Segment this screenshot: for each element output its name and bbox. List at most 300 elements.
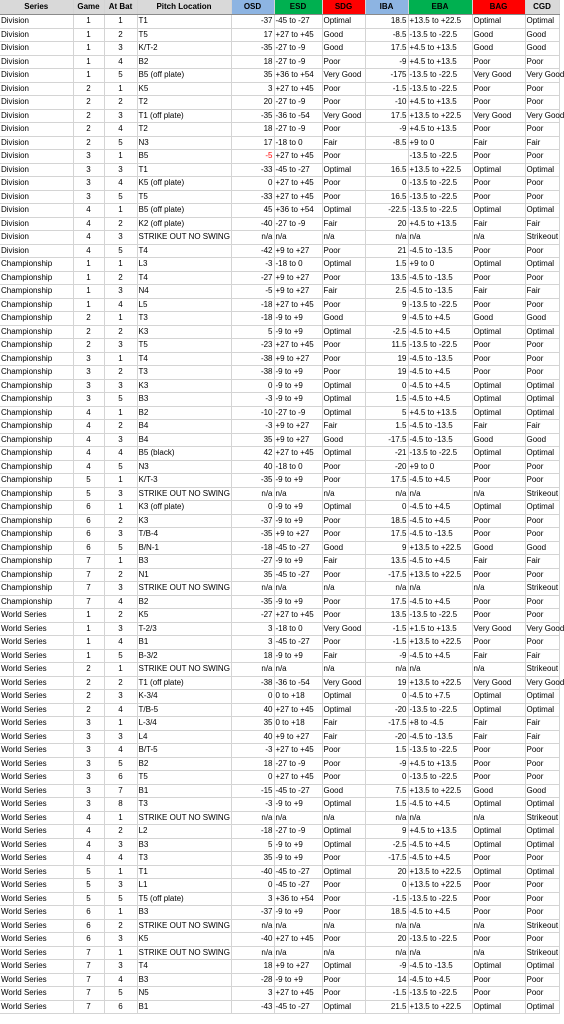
cgd-cell[interactable]: Optimal (525, 393, 559, 407)
pitch-location-cell[interactable]: N3 (137, 136, 231, 150)
bag-cell[interactable]: Poor (472, 150, 525, 164)
osd-cell[interactable]: -28 (231, 973, 274, 987)
at-bat-cell[interactable]: 5 (104, 541, 137, 555)
esd-cell[interactable]: +27 to +45 (274, 609, 322, 623)
iba-cell[interactable]: n/a (365, 582, 408, 596)
series-cell[interactable]: World Series (0, 865, 73, 879)
sdg-cell[interactable]: Optimal (322, 406, 365, 420)
eba-cell[interactable]: +4.5 to +13.5 (408, 96, 472, 110)
osd-cell[interactable]: 3 (231, 636, 274, 650)
at-bat-cell[interactable]: 1 (104, 312, 137, 326)
iba-cell[interactable]: 9 (365, 312, 408, 326)
iba-cell[interactable]: n/a (365, 919, 408, 933)
iba-cell[interactable]: -17.5 (365, 717, 408, 731)
sdg-cell[interactable]: Poor (322, 177, 365, 191)
game-cell[interactable]: 3 (73, 393, 104, 407)
series-cell[interactable]: Championship (0, 582, 73, 596)
bag-cell[interactable]: Poor (472, 892, 525, 906)
osd-cell[interactable]: -43 (231, 1000, 274, 1014)
esd-cell[interactable]: -9 to +9 (274, 474, 322, 488)
game-cell[interactable]: 1 (73, 28, 104, 42)
at-bat-cell[interactable]: 5 (104, 190, 137, 204)
esd-cell[interactable]: -27 to -9 (274, 217, 322, 231)
iba-cell[interactable]: -1.5 (365, 82, 408, 96)
iba-cell[interactable]: 9 (365, 825, 408, 839)
osd-cell[interactable]: -27 (231, 609, 274, 623)
eba-cell[interactable]: -4.5 to +4.5 (408, 366, 472, 380)
cgd-cell[interactable]: Poor (525, 568, 559, 582)
at-bat-cell[interactable]: 1 (104, 717, 137, 731)
pitch-location-cell[interactable]: STRIKE OUT NO SWING (137, 582, 231, 596)
bag-cell[interactable]: Optimal (472, 258, 525, 272)
series-cell[interactable]: World Series (0, 703, 73, 717)
bag-cell[interactable]: Optimal (472, 690, 525, 704)
series-cell[interactable]: Championship (0, 366, 73, 380)
sdg-cell[interactable]: Poor (322, 852, 365, 866)
pitch-location-cell[interactable]: STRIKE OUT NO SWING (137, 487, 231, 501)
iba-cell[interactable]: 17.5 (365, 42, 408, 56)
game-cell[interactable]: 2 (73, 339, 104, 353)
at-bat-cell[interactable]: 3 (104, 838, 137, 852)
iba-cell[interactable]: 13.5 (365, 609, 408, 623)
sdg-cell[interactable]: Fair (322, 555, 365, 569)
esd-cell[interactable]: +9 to +27 (274, 285, 322, 299)
cgd-cell[interactable]: Poor (525, 474, 559, 488)
sdg-cell[interactable]: n/a (322, 487, 365, 501)
osd-cell[interactable]: -18 (231, 312, 274, 326)
pitch-location-cell[interactable]: K3 (137, 514, 231, 528)
at-bat-cell[interactable]: 6 (104, 771, 137, 785)
osd-cell[interactable]: 0 (231, 771, 274, 785)
esd-cell[interactable]: +36 to +54 (274, 204, 322, 218)
osd-cell[interactable]: 20 (231, 96, 274, 110)
osd-cell[interactable]: 40 (231, 703, 274, 717)
osd-cell[interactable]: -3 (231, 744, 274, 758)
at-bat-cell[interactable]: 1 (104, 406, 137, 420)
cgd-cell[interactable]: Poor (525, 150, 559, 164)
pitch-location-cell[interactable]: B2 (137, 406, 231, 420)
bag-cell[interactable]: Poor (472, 987, 525, 1001)
cgd-cell[interactable]: Poor (525, 82, 559, 96)
game-cell[interactable]: 6 (73, 906, 104, 920)
series-cell[interactable]: Championship (0, 393, 73, 407)
bag-cell[interactable]: Good (472, 433, 525, 447)
game-cell[interactable]: 4 (73, 406, 104, 420)
osd-cell[interactable]: -5 (231, 150, 274, 164)
sdg-cell[interactable]: Poor (322, 339, 365, 353)
at-bat-cell[interactable]: 2 (104, 325, 137, 339)
pitch-location-cell[interactable]: B5 (black) (137, 447, 231, 461)
at-bat-cell[interactable]: 4 (104, 852, 137, 866)
eba-cell[interactable]: +13.5 to +22.5 (408, 1000, 472, 1014)
eba-cell[interactable]: +9 to 0 (408, 460, 472, 474)
sdg-cell[interactable]: Optimal (322, 163, 365, 177)
pitch-location-cell[interactable]: K3 (off plate) (137, 501, 231, 515)
at-bat-cell[interactable]: 3 (104, 379, 137, 393)
game-cell[interactable]: 2 (73, 123, 104, 137)
game-cell[interactable]: 3 (73, 177, 104, 191)
series-cell[interactable]: World Series (0, 838, 73, 852)
game-cell[interactable]: 7 (73, 555, 104, 569)
at-bat-cell[interactable]: 4 (104, 298, 137, 312)
eba-cell[interactable]: +9 to 0 (408, 136, 472, 150)
osd-cell[interactable]: 0 (231, 879, 274, 893)
iba-cell[interactable]: 19 (365, 676, 408, 690)
cgd-cell[interactable]: Strikeout (525, 231, 559, 245)
esd-cell[interactable]: +27 to +45 (274, 447, 322, 461)
cgd-cell[interactable]: Optimal (525, 379, 559, 393)
at-bat-cell[interactable]: 5 (104, 69, 137, 83)
game-cell[interactable]: 4 (73, 433, 104, 447)
iba-cell[interactable]: 18.5 (365, 514, 408, 528)
eba-cell[interactable]: n/a (408, 919, 472, 933)
iba-cell[interactable]: 13.5 (365, 555, 408, 569)
game-cell[interactable]: 4 (73, 811, 104, 825)
series-cell[interactable]: Division (0, 136, 73, 150)
cgd-cell[interactable]: Very Good (525, 109, 559, 123)
osd-cell[interactable]: 3 (231, 987, 274, 1001)
bag-cell[interactable]: Poor (472, 636, 525, 650)
eba-cell[interactable]: -4.5 to +4.5 (408, 649, 472, 663)
game-cell[interactable]: 4 (73, 838, 104, 852)
series-cell[interactable]: Championship (0, 258, 73, 272)
at-bat-cell[interactable]: 2 (104, 217, 137, 231)
esd-cell[interactable]: +9 to +27 (274, 352, 322, 366)
iba-cell[interactable]: n/a (365, 811, 408, 825)
cgd-cell[interactable]: Good (525, 42, 559, 56)
series-cell[interactable]: Division (0, 42, 73, 56)
iba-cell[interactable]: -10 (365, 96, 408, 110)
series-cell[interactable]: Championship (0, 474, 73, 488)
pitch-location-cell[interactable]: N3 (137, 460, 231, 474)
osd-cell[interactable]: 0 (231, 177, 274, 191)
at-bat-cell[interactable]: 3 (104, 163, 137, 177)
eba-cell[interactable]: -4.5 to +4.5 (408, 798, 472, 812)
cgd-cell[interactable]: Poor (525, 96, 559, 110)
game-cell[interactable]: 4 (73, 231, 104, 245)
at-bat-cell[interactable]: 7 (104, 784, 137, 798)
osd-cell[interactable]: n/a (231, 946, 274, 960)
cgd-cell[interactable]: Very Good (525, 676, 559, 690)
sdg-cell[interactable]: Optimal (322, 703, 365, 717)
sdg-cell[interactable]: Poor (322, 352, 365, 366)
sdg-cell[interactable]: Poor (322, 298, 365, 312)
sdg-cell[interactable]: Optimal (322, 15, 365, 29)
pitch-location-cell[interactable]: T-2/3 (137, 622, 231, 636)
iba-cell[interactable]: 13.5 (365, 271, 408, 285)
eba-cell[interactable]: -13.5 to -22.5 (408, 892, 472, 906)
at-bat-cell[interactable]: 2 (104, 514, 137, 528)
at-bat-cell[interactable]: 3 (104, 582, 137, 596)
game-cell[interactable]: 5 (73, 487, 104, 501)
bag-cell[interactable]: Poor (472, 933, 525, 947)
osd-cell[interactable]: 35 (231, 852, 274, 866)
bag-cell[interactable]: Poor (472, 852, 525, 866)
cgd-cell[interactable]: Poor (525, 744, 559, 758)
cgd-cell[interactable]: Poor (525, 595, 559, 609)
esd-cell[interactable]: -9 to +9 (274, 514, 322, 528)
pitch-location-cell[interactable]: STRIKE OUT NO SWING (137, 811, 231, 825)
game-cell[interactable]: 7 (73, 946, 104, 960)
game-cell[interactable]: 3 (73, 163, 104, 177)
at-bat-cell[interactable]: 3 (104, 690, 137, 704)
osd-cell[interactable]: 35 (231, 568, 274, 582)
eba-cell[interactable]: -4.5 to -13.5 (408, 271, 472, 285)
cgd-cell[interactable]: Optimal (525, 690, 559, 704)
game-cell[interactable]: 4 (73, 217, 104, 231)
series-cell[interactable]: Championship (0, 271, 73, 285)
cgd-cell[interactable]: Very Good (525, 69, 559, 83)
eba-cell[interactable]: n/a (408, 231, 472, 245)
game-cell[interactable]: 5 (73, 474, 104, 488)
cgd-cell[interactable]: Optimal (525, 447, 559, 461)
series-cell[interactable]: World Series (0, 771, 73, 785)
esd-cell[interactable]: +27 to +45 (274, 177, 322, 191)
eba-cell[interactable]: +13.5 to +22.5 (408, 568, 472, 582)
eba-cell[interactable]: -13.5 to -22.5 (408, 609, 472, 623)
pitch-location-cell[interactable]: B3 (137, 838, 231, 852)
game-cell[interactable]: 1 (73, 55, 104, 69)
game-cell[interactable]: 1 (73, 649, 104, 663)
cgd-cell[interactable]: Poor (525, 271, 559, 285)
esd-cell[interactable]: +27 to +45 (274, 771, 322, 785)
pitch-location-cell[interactable]: K5 (137, 82, 231, 96)
sdg-cell[interactable]: Optimal (322, 501, 365, 515)
game-cell[interactable]: 2 (73, 676, 104, 690)
esd-cell[interactable]: -36 to -54 (274, 676, 322, 690)
osd-cell[interactable]: 35 (231, 717, 274, 731)
esd-cell[interactable]: -27 to -9 (274, 406, 322, 420)
eba-cell[interactable]: -13.5 to -22.5 (408, 339, 472, 353)
bag-cell[interactable]: Optimal (472, 960, 525, 974)
esd-cell[interactable]: -45 to -27 (274, 15, 322, 29)
cgd-cell[interactable]: Optimal (525, 865, 559, 879)
cgd-cell[interactable]: Poor (525, 514, 559, 528)
header-bag[interactable]: BAG (472, 0, 525, 15)
at-bat-cell[interactable]: 2 (104, 609, 137, 623)
eba-cell[interactable]: -13.5 to -22.5 (408, 987, 472, 1001)
series-cell[interactable]: Championship (0, 406, 73, 420)
series-cell[interactable]: Championship (0, 501, 73, 515)
sdg-cell[interactable]: Fair (322, 217, 365, 231)
pitch-location-cell[interactable]: K5 (off plate) (137, 177, 231, 191)
eba-cell[interactable]: -4.5 to +4.5 (408, 595, 472, 609)
bag-cell[interactable]: Good (472, 784, 525, 798)
sdg-cell[interactable]: Poor (322, 123, 365, 137)
bag-cell[interactable]: Poor (472, 568, 525, 582)
game-cell[interactable]: 2 (73, 109, 104, 123)
osd-cell[interactable]: -33 (231, 190, 274, 204)
game-cell[interactable]: 6 (73, 514, 104, 528)
sdg-cell[interactable]: Poor (322, 528, 365, 542)
at-bat-cell[interactable]: 2 (104, 420, 137, 434)
osd-cell[interactable]: 40 (231, 730, 274, 744)
series-cell[interactable]: Division (0, 15, 73, 29)
iba-cell[interactable]: -9 (365, 960, 408, 974)
sdg-cell[interactable]: Poor (322, 771, 365, 785)
series-cell[interactable]: Division (0, 177, 73, 191)
at-bat-cell[interactable]: 3 (104, 879, 137, 893)
at-bat-cell[interactable]: 5 (104, 244, 137, 258)
bag-cell[interactable]: Fair (472, 285, 525, 299)
series-cell[interactable]: Championship (0, 420, 73, 434)
game-cell[interactable]: 3 (73, 771, 104, 785)
iba-cell[interactable]: 19 (365, 366, 408, 380)
esd-cell[interactable]: +27 to +45 (274, 703, 322, 717)
eba-cell[interactable]: +1.5 to +13.5 (408, 622, 472, 636)
bag-cell[interactable]: Poor (472, 528, 525, 542)
iba-cell[interactable]: -175 (365, 69, 408, 83)
osd-cell[interactable]: -35 (231, 474, 274, 488)
at-bat-cell[interactable]: 3 (104, 730, 137, 744)
iba-cell[interactable]: 7.5 (365, 784, 408, 798)
osd-cell[interactable]: -27 (231, 555, 274, 569)
pitch-location-cell[interactable]: T3 (137, 312, 231, 326)
eba-cell[interactable]: -4.5 to -13.5 (408, 960, 472, 974)
series-cell[interactable]: Championship (0, 555, 73, 569)
esd-cell[interactable]: -9 to +9 (274, 852, 322, 866)
pitch-location-cell[interactable]: T1 (off plate) (137, 676, 231, 690)
eba-cell[interactable]: +13.5 to +22.5 (408, 109, 472, 123)
bag-cell[interactable]: Good (472, 312, 525, 326)
iba-cell[interactable]: 21 (365, 244, 408, 258)
series-cell[interactable]: World Series (0, 879, 73, 893)
game-cell[interactable]: 2 (73, 663, 104, 677)
series-cell[interactable]: Championship (0, 514, 73, 528)
series-cell[interactable]: Championship (0, 487, 73, 501)
series-cell[interactable]: World Series (0, 744, 73, 758)
at-bat-cell[interactable]: 3 (104, 285, 137, 299)
game-cell[interactable]: 1 (73, 636, 104, 650)
esd-cell[interactable]: -9 to +9 (274, 906, 322, 920)
game-cell[interactable]: 7 (73, 568, 104, 582)
sdg-cell[interactable]: Fair (322, 649, 365, 663)
game-cell[interactable]: 2 (73, 96, 104, 110)
osd-cell[interactable]: 18 (231, 757, 274, 771)
header-iba[interactable]: IBA (365, 0, 408, 15)
iba-cell[interactable]: 17.5 (365, 595, 408, 609)
game-cell[interactable]: 7 (73, 960, 104, 974)
iba-cell[interactable]: -1.5 (365, 892, 408, 906)
bag-cell[interactable]: Poor (472, 177, 525, 191)
esd-cell[interactable]: -18 to 0 (274, 460, 322, 474)
esd-cell[interactable]: +9 to +27 (274, 960, 322, 974)
series-cell[interactable]: Championship (0, 460, 73, 474)
series-cell[interactable]: World Series (0, 946, 73, 960)
series-cell[interactable]: Championship (0, 447, 73, 461)
at-bat-cell[interactable]: 1 (104, 82, 137, 96)
sdg-cell[interactable]: Good (322, 28, 365, 42)
at-bat-cell[interactable]: 3 (104, 622, 137, 636)
eba-cell[interactable]: n/a (408, 811, 472, 825)
esd-cell[interactable]: -45 to -27 (274, 879, 322, 893)
bag-cell[interactable]: Poor (472, 906, 525, 920)
game-cell[interactable]: 6 (73, 528, 104, 542)
sdg-cell[interactable]: Optimal (322, 393, 365, 407)
series-cell[interactable]: World Series (0, 676, 73, 690)
bag-cell[interactable]: n/a (472, 663, 525, 677)
pitch-location-cell[interactable]: T5 (137, 190, 231, 204)
at-bat-cell[interactable]: 3 (104, 231, 137, 245)
cgd-cell[interactable]: Poor (525, 609, 559, 623)
pitch-location-cell[interactable]: L3 (137, 258, 231, 272)
header-series[interactable]: Series (0, 0, 73, 15)
iba-cell[interactable] (365, 150, 408, 164)
cgd-cell[interactable]: Optimal (525, 15, 559, 29)
bag-cell[interactable]: Very Good (472, 622, 525, 636)
game-cell[interactable]: 3 (73, 190, 104, 204)
iba-cell[interactable]: -21 (365, 447, 408, 461)
pitch-location-cell[interactable]: B4 (137, 420, 231, 434)
osd-cell[interactable]: -35 (231, 595, 274, 609)
game-cell[interactable]: 1 (73, 258, 104, 272)
sdg-cell[interactable]: n/a (322, 811, 365, 825)
iba-cell[interactable]: -17.5 (365, 568, 408, 582)
sdg-cell[interactable]: Good (322, 784, 365, 798)
bag-cell[interactable]: Optimal (472, 447, 525, 461)
at-bat-cell[interactable]: 2 (104, 676, 137, 690)
game-cell[interactable]: 1 (73, 285, 104, 299)
sdg-cell[interactable]: Very Good (322, 109, 365, 123)
series-cell[interactable]: World Series (0, 663, 73, 677)
iba-cell[interactable]: 0 (365, 501, 408, 515)
iba-cell[interactable]: 9 (365, 298, 408, 312)
cgd-cell[interactable]: Fair (525, 717, 559, 731)
game-cell[interactable]: 4 (73, 244, 104, 258)
osd-cell[interactable]: 5 (231, 838, 274, 852)
osd-cell[interactable]: -42 (231, 244, 274, 258)
sdg-cell[interactable]: Poor (322, 933, 365, 947)
sdg-cell[interactable]: Poor (322, 460, 365, 474)
eba-cell[interactable]: -4.5 to +4.5 (408, 312, 472, 326)
esd-cell[interactable]: n/a (274, 582, 322, 596)
esd-cell[interactable]: +27 to +45 (274, 298, 322, 312)
series-cell[interactable]: World Series (0, 852, 73, 866)
bag-cell[interactable]: Optimal (472, 838, 525, 852)
cgd-cell[interactable]: Poor (525, 906, 559, 920)
eba-cell[interactable]: -4.5 to -13.5 (408, 244, 472, 258)
eba-cell[interactable]: +4.5 to +13.5 (408, 42, 472, 56)
iba-cell[interactable]: n/a (365, 487, 408, 501)
sdg-cell[interactable]: Poor (322, 150, 365, 164)
at-bat-cell[interactable]: 1 (104, 501, 137, 515)
pitch-location-cell[interactable]: B3 (137, 906, 231, 920)
bag-cell[interactable]: Poor (472, 339, 525, 353)
series-cell[interactable]: World Series (0, 933, 73, 947)
series-cell[interactable]: Division (0, 123, 73, 137)
at-bat-cell[interactable]: 1 (104, 15, 137, 29)
series-cell[interactable]: World Series (0, 609, 73, 623)
header-cgd[interactable]: CGD (525, 0, 559, 15)
eba-cell[interactable]: -13.5 to -22.5 (408, 447, 472, 461)
pitch-location-cell[interactable]: T1 (137, 865, 231, 879)
pitch-location-cell[interactable]: T2 (137, 96, 231, 110)
esd-cell[interactable]: +9 to +27 (274, 528, 322, 542)
esd-cell[interactable]: -45 to -27 (274, 1000, 322, 1014)
esd-cell[interactable]: -9 to +9 (274, 501, 322, 515)
game-cell[interactable]: 3 (73, 744, 104, 758)
cgd-cell[interactable]: Poor (525, 973, 559, 987)
esd-cell[interactable]: -18 to 0 (274, 136, 322, 150)
pitch-location-cell[interactable]: K-3/4 (137, 690, 231, 704)
iba-cell[interactable]: 21.5 (365, 1000, 408, 1014)
bag-cell[interactable]: Optimal (472, 379, 525, 393)
esd-cell[interactable]: -45 to -27 (274, 568, 322, 582)
sdg-cell[interactable]: Poor (322, 973, 365, 987)
header-eba[interactable]: EBA (408, 0, 472, 15)
pitch-location-cell[interactable]: B-3/2 (137, 649, 231, 663)
series-cell[interactable]: World Series (0, 1000, 73, 1014)
